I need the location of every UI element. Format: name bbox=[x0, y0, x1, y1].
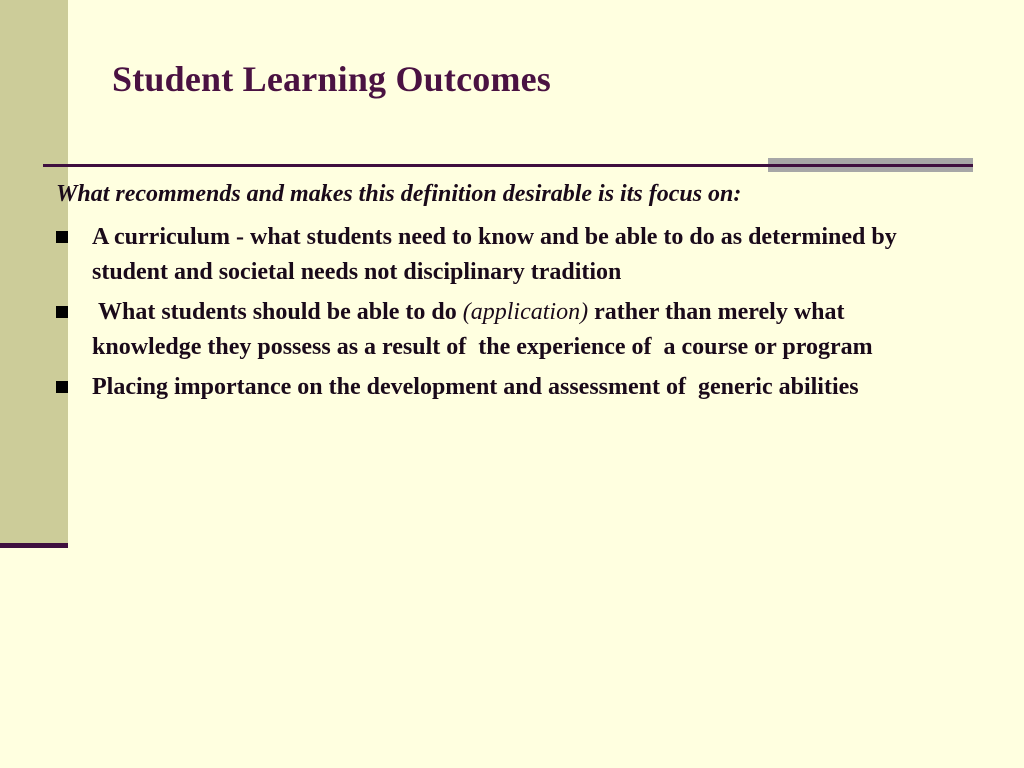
bullet-text: A curriculum - what students need to know and be able to do as determined by student and societal needs not disciplinary tradition bbox=[92, 224, 897, 285]
bullet-text-end: rather than merely what knowledge they possess as a result of the experience of a course or program bbox=[92, 299, 873, 360]
bullet-emphasis: (application) bbox=[462, 299, 589, 325]
title-divider-accent bbox=[768, 158, 973, 178]
square-bullet-icon bbox=[56, 231, 68, 243]
square-bullet-icon bbox=[56, 381, 68, 393]
bullet-text: Placing importance on the development and assessment of generic abilities bbox=[92, 374, 859, 400]
slide-body bbox=[56, 176, 956, 411]
bullet-item bbox=[56, 220, 956, 289]
bullet-item bbox=[56, 295, 956, 364]
intro-text: What recommends and makes this definition desirable is its focus on: bbox=[56, 181, 742, 207]
slide-title: Student Learning Outcomes bbox=[112, 59, 552, 99]
side-bar-underline bbox=[0, 543, 68, 548]
square-bullet-icon bbox=[56, 306, 68, 318]
bullet-item bbox=[56, 370, 956, 405]
bullet-list bbox=[56, 220, 956, 405]
bullet-text-start: What students should be able to do bbox=[92, 299, 463, 325]
